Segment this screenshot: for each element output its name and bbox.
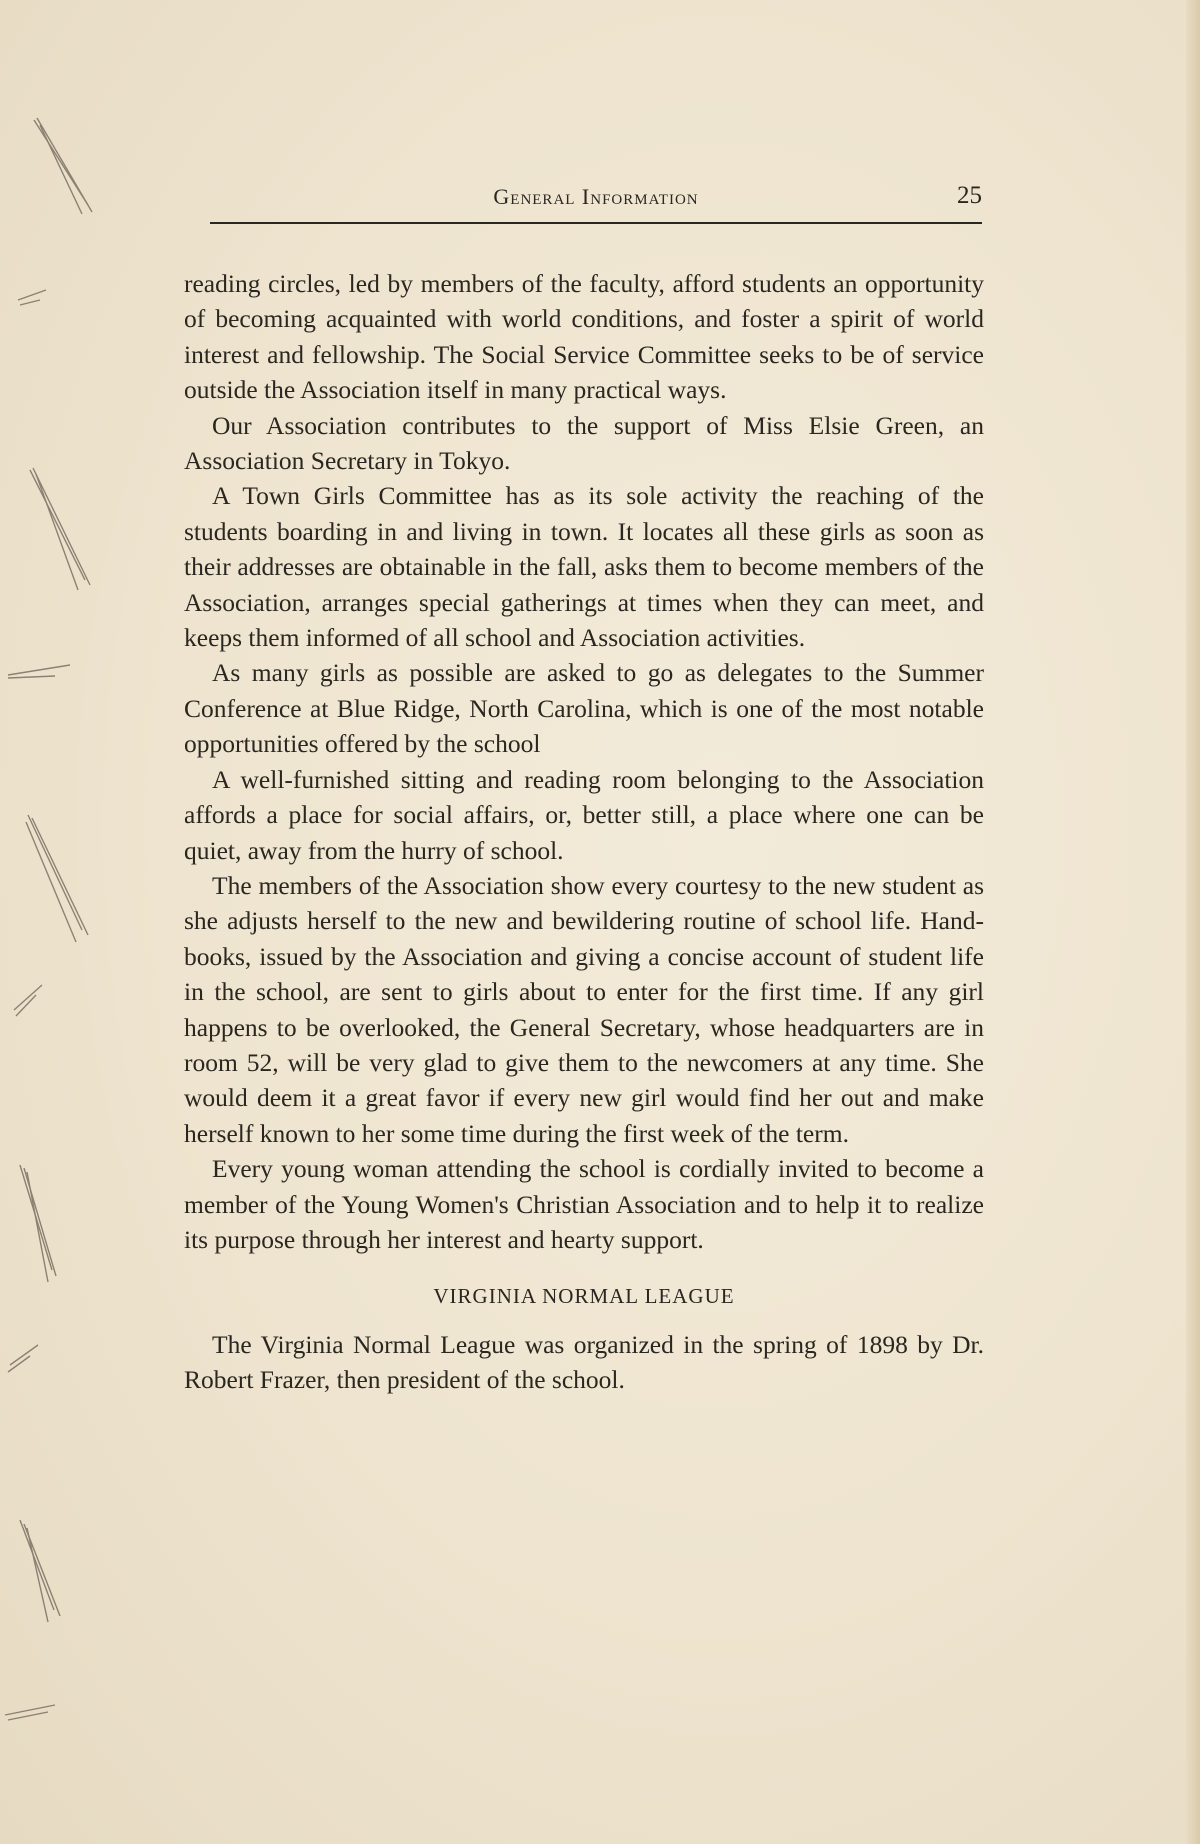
section-heading: VIRGINIA NORMAL LEAGUE [433,1284,735,1309]
page-edge-shadow [1186,0,1200,1844]
page-number: 25 [957,182,982,209]
paragraph: A well-furnished sitting and reading room belonging to the Association affords a place for social affairs, or, better still, a place where one can be quiet, away from the hurry of school. [184,764,984,865]
paragraph: Our Association contributes to the support of Miss Elsie Green, an Association Secretary in Tokyo. [184,410,984,476]
paragraph: As many girls as possible are asked to go as delegates to the Summer Conference at Blue Ridge, North Carolina, which is one of the most notable opportunities offered by the school [184,658,984,759]
paragraph: reading circles, led by members of the faculty, afford students an opportunity of becoming acquainted with world conditions, and foster a spirit of world interest and fellowship. The Social Service Committee seeks to be of service outside the Association itself in many practical ways. [184,269,984,405]
paragraph: A Town Girls Committee has as its sole activity the reaching of the students boarding in and living in town. It locates all these girls as soon as their addresses are obtainable in the fall, asks them to become members of the Association, arranges special gatherings at times when they can meet, and keeps them informed of all school and Association activities. [184,481,984,653]
page-header [210,182,982,224]
binding-thread-marks [0,0,110,1844]
paragraph: The Virginia Normal League was organized in the spring of 1898 by Dr. Robert Frazer, then president of the school. [184,1329,984,1395]
body-text [184,266,984,1398]
paragraph: The members of the Association show every courtesy to the new student as she adjusts herself to the new and bewildering routine of school life. Hand-books, issued by the Association and giving a concise account of student life in the school, are sent to girls about to enter for the first time. If any girl happens to be overlooked, the General Secretary, whose headquarters are in room 52, will be very glad to give them to the newcomers at any time. She would deem it a great favor if every new girl would find her out and make herself known to her some time during the first week of the term. [184,870,984,1148]
running-head: General Information [493,184,699,209]
paragraph: Every young woman attending the school is cordially invited to become a member of the Young Women's Christian Association and to help it to realize its purpose through her interest and hearty support. [184,1154,984,1254]
